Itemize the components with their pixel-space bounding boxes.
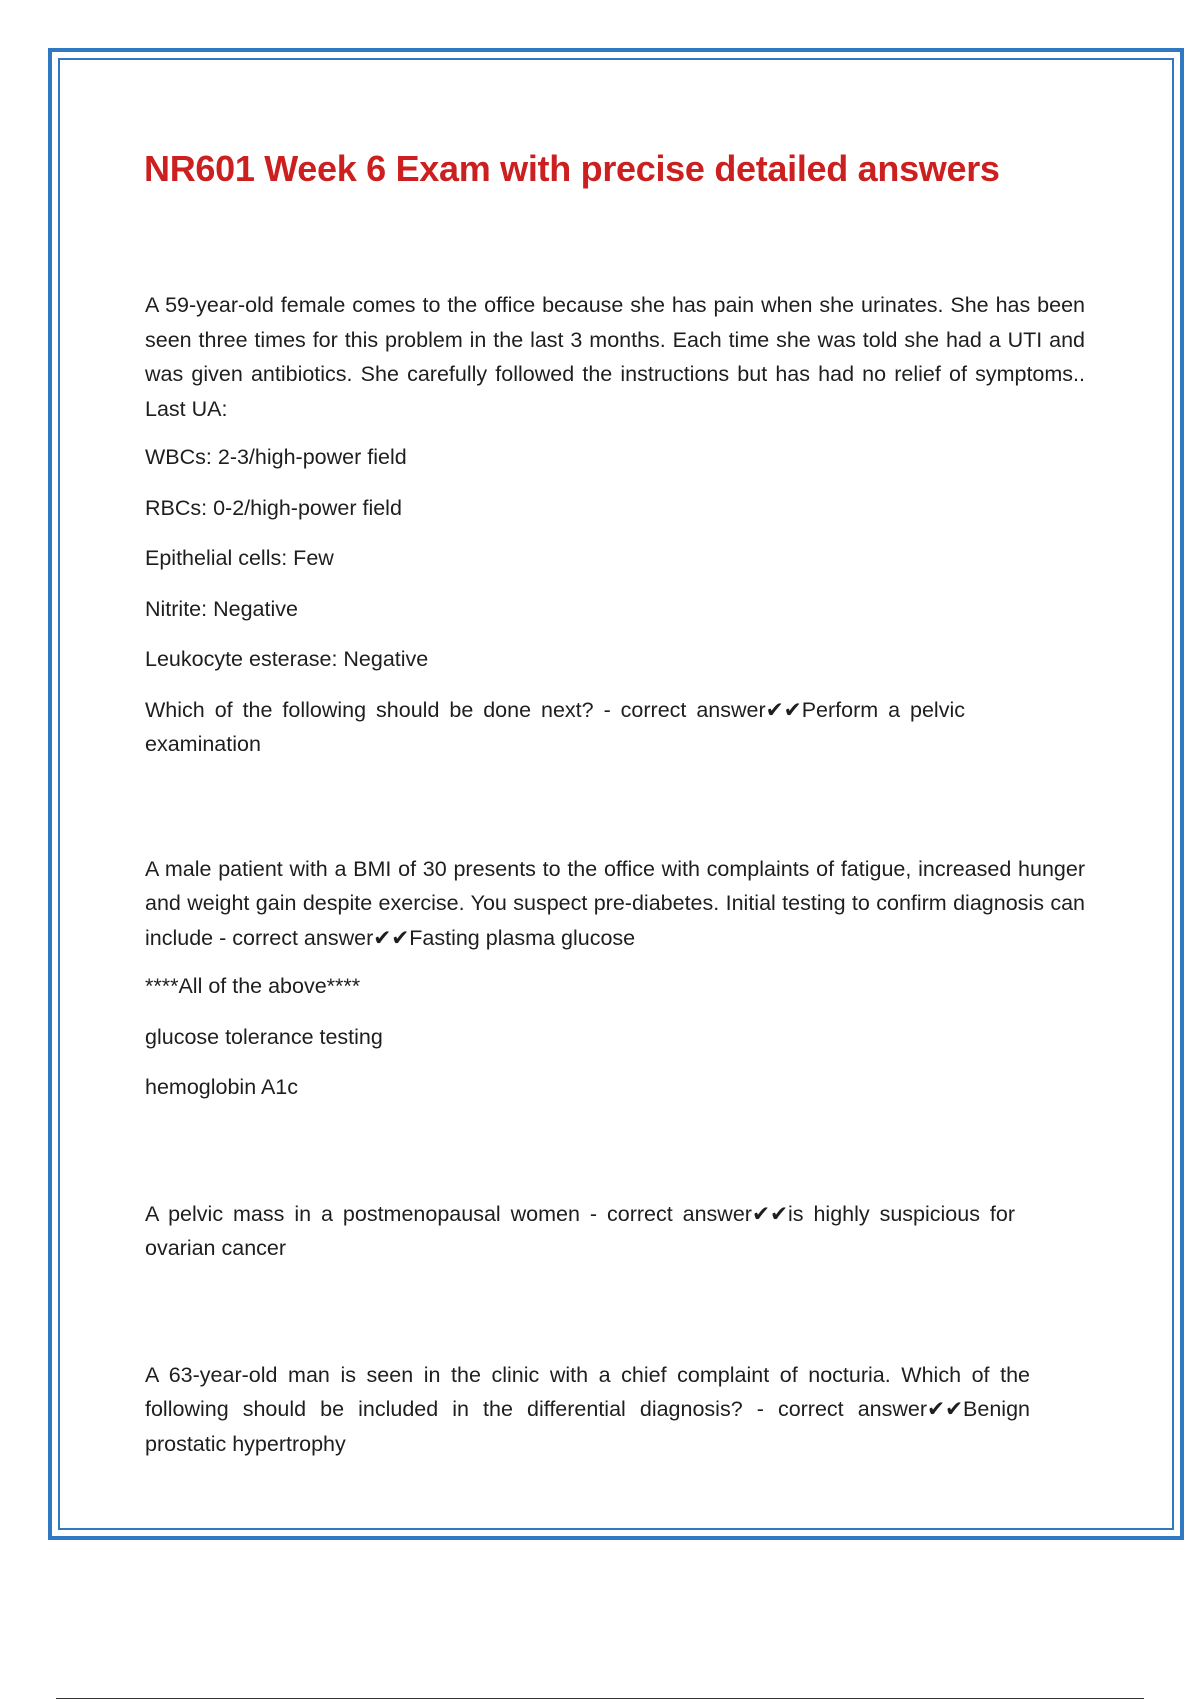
q2-stem-answer: A male patient with a BMI of 30 presents to the office with complaints of fatigue, increased hunger and weight gain despite exercise. You suspect pre-diabetes. Initial testing to confirm diagnosis can include - correct answer✔✔Fasting plasma glucose (145, 856, 1085, 950)
q1-lab-line: WBCs: 2-3/high-power field (145, 445, 407, 469)
q2-option-line: glucose tolerance testing (145, 1024, 383, 1049)
q1-stem: A 59-year-old female comes to the office because she has pain when she urinates. She has been seen three times for this problem in the last 3 months. Each time she was told she had a UTI and was given antibiotics. She carefully followed the instructions but has had no relief of symptoms.. Last UA: (145, 293, 1085, 421)
document-title: NR601 Week 6 Exam with precise detailed answers (144, 148, 1000, 189)
q1-lab-line: RBCs: 0-2/high-power field (145, 495, 402, 520)
q1-lab-line: Epithelial cells: Few (145, 546, 334, 570)
q3-stem-answer: A pelvic mass in a postmenopausal women - correct answer✔✔is highly suspicious for ovarian cancer (145, 1201, 1015, 1260)
q1-question-answer: Which of the following should be done next? - correct answer✔✔Perform a pelvic examination (145, 697, 965, 756)
q2-option-line: ****All of the above**** (145, 974, 361, 998)
q1-lab-line: Leukocyte esterase: Negative (145, 647, 429, 671)
document-body (145, 288, 1085, 1461)
q2-option-line: hemoglobin A1c (145, 1075, 298, 1099)
q1-lab-line: Nitrite: Negative (145, 596, 298, 621)
footer-divider (56, 1698, 1144, 1699)
q4-stem-answer: A 63-year-old man is seen in the clinic with a chief complaint of nocturia. Which of the following should be included in the differential diagnosis? - correct answer✔✔Benign prostatic hypertrophy (145, 1362, 1030, 1456)
